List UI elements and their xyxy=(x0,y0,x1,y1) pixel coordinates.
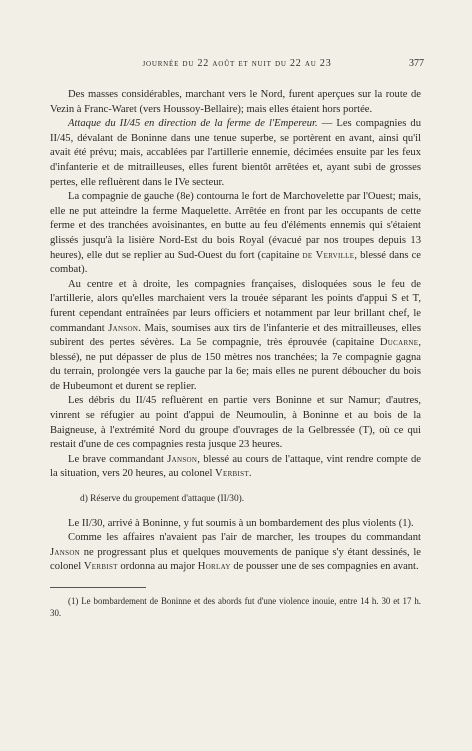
person-name: de Verville xyxy=(302,249,355,261)
person-name: Verbist xyxy=(83,561,118,573)
paragraph-6 xyxy=(50,453,421,482)
paragraph-5: Les débris du II/45 refluèrent en partie vers Boninne et sur Namur; d'autres, vinrent se réfugier au point d'appui de Neumoulin, à Boninne et au bois de la Baigneuse, à l'extrémité Nord du groupe d'ouvrages de la Gelbressée (T), où ce qui restait d'une de ces compagnies resta jusque 23 heures. xyxy=(50,395,421,451)
paragraph-8 xyxy=(50,531,421,575)
paragraph-8-text-b: ne progressant plus et quelques mouvements de panique s'y étant dessinés, le colonel xyxy=(50,546,421,573)
footnote: (1) Le bombardement de Boninne et des abords fut d'une violence inouie, entre 14 h. 30 et 17 h. 30. xyxy=(50,596,421,619)
page-body xyxy=(50,88,421,619)
person-name: Ducarne xyxy=(379,337,419,349)
paragraph-4-text-c: , blessé), ne put dépasser de plus de 150 mètres nos tranchées; la 7e compagnie gagna du terrain, prolongée vers la gauche par la 6e; mais elles ne purent déboucher du bois de Hubeumont et durent se replier. xyxy=(50,337,421,392)
paragraph-3 xyxy=(50,190,421,278)
paragraph-6-text-c: . xyxy=(248,468,252,480)
paragraph-4-text-b: . Mais, soumises aux tirs de l'infanterie et des mitrailleuses, elles subirent des pertes sévères. La 5e compagnie, très éprouvée (capitaine xyxy=(50,322,421,349)
paragraph-4 xyxy=(50,278,421,395)
paragraph-6-text-b: , blessé au cours de l'attaque, vint rendre compte de la situation, vers 20 heures, au colonel xyxy=(50,453,421,480)
footnote-divider xyxy=(50,587,146,588)
paragraph-3-text-b: , blessé dans ce combat). xyxy=(50,249,421,276)
paragraph-7: Le II/30, arrivé à Boninne, y fut soumis à un bombardement des plus violents (1). xyxy=(68,517,414,529)
paragraph-2 xyxy=(50,117,421,190)
paragraph-4-text-a: Au centre et à droite, les compagnies françaises, disloquées sous le feu de l'artillerie, alors qu'elles marchaient vers la trouée séparant les points d'appui S et T, furent cependant entraînées par leurs officiers et notamment par leur brillant chef, le commandant xyxy=(50,278,421,334)
person-name: Janson xyxy=(50,546,81,558)
paragraph-8-text-c: ordonna au major xyxy=(117,561,198,573)
section-heading-attack: Attaque du II/45 en direction de la ferme de l'Empereur. xyxy=(68,118,318,130)
paragraph-8-text-d: de pousser une de ses compagnies en avant. xyxy=(230,561,419,573)
page-number: 377 xyxy=(409,58,424,69)
paragraph-8-text-a: Comme les affaires n'avaient pas l'air de marcher, les troupes du commandant xyxy=(68,532,421,544)
paragraph-3-text-a: La compagnie de gauche (8e) contourna le fort de Marchovelette par l'Ouest; mais, elle ne put atteindre la ferme Maquelette. Arrêtée en front par les occupants de cette ferme et des tranchées avoisinantes, en butte au feu d'éléments ennemis qui s'étaient glissés jusqu'à la lisière Nord-Est du bois Royal (évacué par nos troupes depuis 13 heures), elle dut se replier au Sud-Ouest du fort (capitaine xyxy=(50,191,421,261)
person-name: Verbist xyxy=(215,468,249,480)
person-name: Janson xyxy=(167,453,198,465)
subsection-heading xyxy=(50,492,421,507)
paragraph-6-text-a: Le brave commandant xyxy=(68,453,168,465)
person-name: Janson xyxy=(108,322,139,334)
subsection-heading-title: d) Réserve du groupement d'attaque xyxy=(80,494,215,505)
paragraph-1: Des masses considérables, marchant vers le Nord, furent aperçues sur la route de Vezin à Franc-Waret (vers Houssoy-Bellaire); mais elles étaient hors portée. xyxy=(50,89,421,115)
paragraph-2-text: — Les compagnies du II/45, dévalant de Boninne dans une tenue superbe, se portèrent en avant, ainsi qu'il avait été prévu; mais, accablées par l'artillerie ennemie, décimées ensuite par les feux d'infanterie et de mitrailleuses, elles furent bientôt arrêtées et, ayant subi de grosses pertes, elle refluèrent dans le IVe secteur. xyxy=(50,118,421,188)
person-name: Horlay xyxy=(197,561,231,573)
running-title: journée du 22 août et nuit du 22 au 23 xyxy=(142,58,332,69)
running-header xyxy=(50,58,424,72)
subsection-heading-unit: (II/30). xyxy=(214,494,245,505)
